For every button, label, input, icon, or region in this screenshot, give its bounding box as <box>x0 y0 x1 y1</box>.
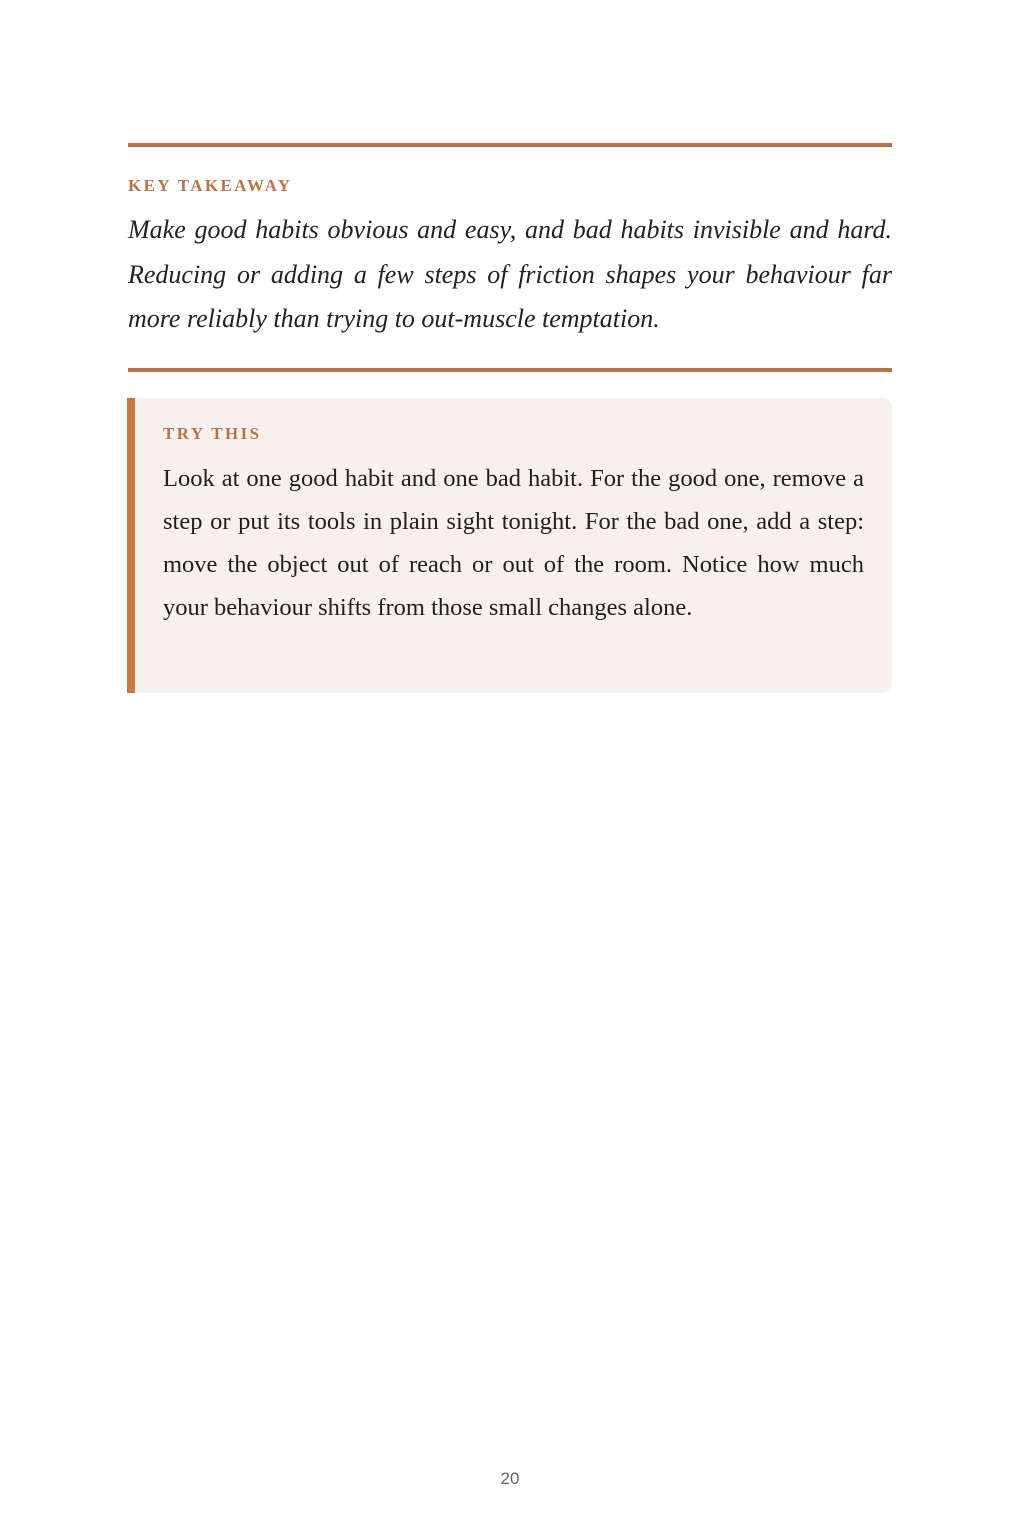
key-takeaway-label: KEY TAKEAWAY <box>128 176 293 195</box>
page-number: 20 <box>500 1469 520 1488</box>
key-takeaway-text: Make good habits obvious and easy, and bad habits invisible and hard. Reducing or adding a few steps of friction shapes your behaviour far more reliably than trying to out-muscle temptation. <box>128 215 892 333</box>
try-this-text: Look at one good habit and one bad habit. For the good one, remove a step or put its tools in plain sight tonight. For the bad one, add a step: move the object out of reach or out of the room. Notice how much your behaviour shifts from those small changes alone. <box>163 465 864 621</box>
key-takeaway-section <box>128 143 892 372</box>
try-this-label: TRY THIS <box>163 424 262 443</box>
try-this-callout <box>127 398 892 693</box>
